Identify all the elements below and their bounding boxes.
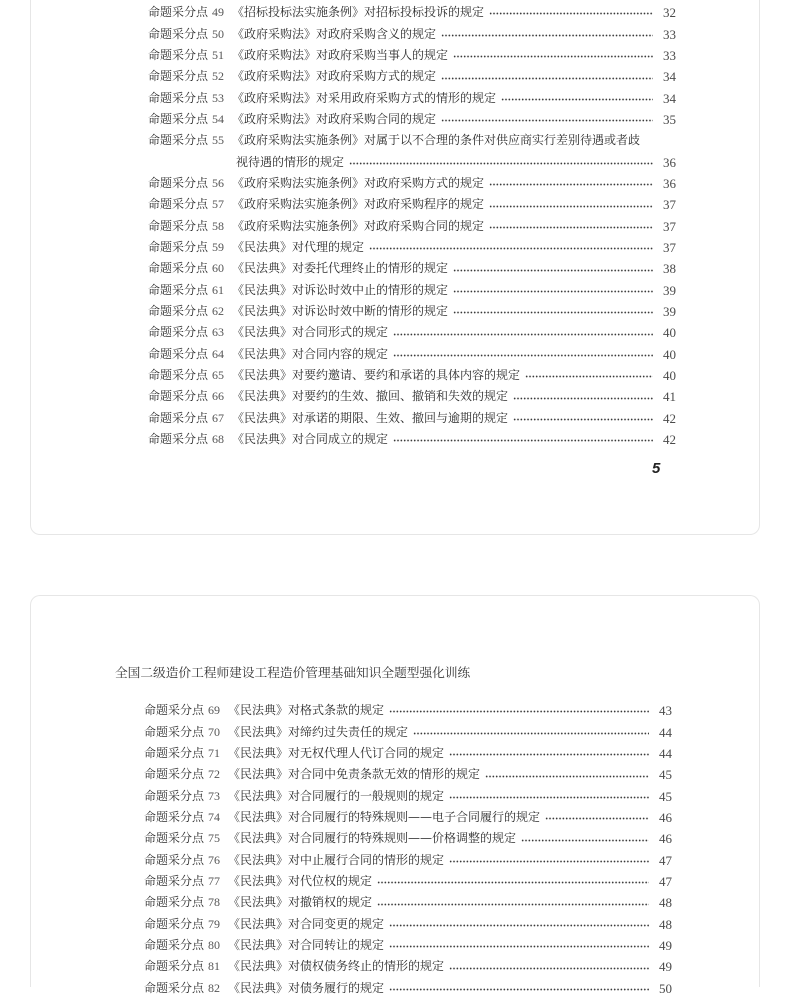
dot-leader (449, 967, 649, 970)
entry-page-number: 34 (663, 69, 676, 85)
entry-number: 69 (208, 703, 220, 718)
dot-leader (389, 924, 649, 927)
entry-page-number: 47 (659, 874, 672, 890)
entry-page-number: 43 (659, 703, 672, 719)
dot-leader (393, 333, 653, 336)
entry-number: 65 (212, 368, 224, 383)
entry-number: 63 (212, 325, 224, 340)
entry-title: 《民法典》对格式条款的规定 (228, 703, 385, 718)
entry-label: 命题采分点 (148, 389, 209, 404)
toc-entry (148, 237, 676, 258)
toc-entry (148, 216, 676, 237)
entry-number: 52 (212, 69, 224, 84)
toc-entry (148, 322, 676, 343)
toc-entry (144, 914, 672, 935)
dot-leader (525, 375, 653, 378)
toc-entry (144, 700, 672, 721)
entry-label: 命题采分点 (148, 218, 209, 233)
entry-label: 命题采分点 (148, 261, 209, 276)
toc-page-bottom (30, 595, 760, 996)
entry-label: 命题采分点 (144, 980, 205, 995)
entry-page-number: 32 (663, 5, 676, 21)
toc-entry (148, 2, 676, 23)
entry-page-number: 50 (659, 980, 672, 996)
entry-title: 《政府采购法实施条例》对属于以不合理的条件对供应商实行差别待遇或者歧 (232, 133, 641, 148)
toc-entry (148, 301, 676, 322)
toc-entry (148, 258, 676, 279)
entry-label: 命题采分点 (148, 197, 209, 212)
entry-title: 《民法典》对无权代理人代订合同的规定 (228, 745, 445, 760)
toc-list (148, 2, 676, 450)
toc-entry (148, 109, 676, 130)
entry-number: 67 (212, 410, 224, 425)
entry-title: 《民法典》对承诺的期限、生效、撤回与逾期的规定 (232, 410, 509, 425)
entry-label: 命题采分点 (144, 852, 205, 867)
toc-entry (148, 173, 676, 194)
entry-label: 命题采分点 (144, 959, 205, 974)
toc-entry (148, 66, 676, 87)
entry-page-number: 35 (663, 112, 676, 128)
entry-label: 命题采分点 (148, 69, 209, 84)
dot-leader (513, 418, 653, 421)
dot-leader (389, 945, 649, 948)
entry-page-number: 40 (663, 325, 676, 341)
dot-leader (449, 796, 649, 799)
dot-leader (513, 397, 653, 400)
dot-leader (349, 162, 653, 165)
entry-label: 命题采分点 (144, 703, 205, 718)
entry-label: 命题采分点 (144, 788, 205, 803)
entry-number: 79 (208, 916, 220, 931)
dot-leader (453, 269, 653, 272)
entry-title: 《民法典》对诉讼时效中止的情形的规定 (232, 282, 449, 297)
entry-title: 《政府采购法》对采用政府采购方式的情形的规定 (232, 90, 497, 105)
toc-entry (144, 786, 672, 807)
entry-label: 命题采分点 (148, 90, 209, 105)
dot-leader (453, 290, 653, 293)
toc-entry (144, 722, 672, 743)
entry-label: 命题采分点 (148, 26, 209, 41)
entry-title: 《政府采购法》对政府采购方式的规定 (232, 69, 437, 84)
entry-title: 《政府采购法实施条例》对政府采购程序的规定 (232, 197, 485, 212)
entry-number: 56 (212, 176, 224, 191)
entry-title: 《民法典》对要约邀请、要约和承诺的具体内容的规定 (232, 368, 521, 383)
toc-entry (144, 956, 672, 977)
entry-number: 68 (212, 432, 224, 447)
entry-title: 《民法典》对委托代理终止的情形的规定 (232, 261, 449, 276)
entry-number: 55 (212, 133, 224, 148)
entry-label: 命题采分点 (144, 831, 205, 846)
entry-page-number: 39 (663, 304, 676, 320)
entry-title: 《民法典》对合同转让的规定 (228, 938, 385, 953)
dot-leader (441, 119, 653, 122)
entry-title: 《民法典》对要约的生效、撤回、撤销和失效的规定 (232, 389, 509, 404)
toc-entry (148, 130, 676, 151)
entry-title: 《民法典》对代理的规定 (232, 240, 365, 255)
entry-label: 命题采分点 (148, 282, 209, 297)
dot-leader (453, 311, 653, 314)
dot-leader (489, 226, 653, 229)
entry-page-number: 37 (663, 197, 676, 213)
entry-page-number: 42 (663, 432, 676, 448)
entry-page-number: 49 (659, 959, 672, 975)
entry-title: 《民法典》对合同履行的特殊规则——电子合同履行的规定 (228, 810, 541, 825)
entry-number: 77 (208, 874, 220, 889)
entry-title: 《政府采购法》对政府采购当事人的规定 (232, 47, 449, 62)
entry-page-number: 49 (659, 938, 672, 954)
entry-page-number: 40 (663, 368, 676, 384)
entry-title: 《政府采购法》对政府采购含义的规定 (232, 26, 437, 41)
dot-leader (413, 732, 649, 735)
dot-leader (449, 753, 649, 756)
entry-number: 57 (212, 197, 224, 212)
entry-page-number: 33 (663, 47, 676, 63)
entry-number: 80 (208, 938, 220, 953)
entry-page-number: 33 (663, 26, 676, 42)
toc-entry (148, 24, 676, 45)
entry-title: 《民法典》对合同中免责条款无效的情形的规定 (228, 767, 481, 782)
entry-number: 70 (208, 724, 220, 739)
entry-page-number: 36 (663, 154, 676, 170)
entry-number: 73 (208, 788, 220, 803)
entry-title: 《民法典》对缔约过失责任的规定 (228, 724, 409, 739)
entry-page-number: 37 (663, 218, 676, 234)
dot-leader (441, 34, 653, 37)
toc-entry (144, 807, 672, 828)
toc-page-top (30, 0, 760, 535)
entry-number: 53 (212, 90, 224, 105)
dot-leader (377, 903, 649, 906)
entry-page-number: 36 (663, 176, 676, 192)
entry-title: 《民法典》对合同内容的规定 (232, 346, 389, 361)
entry-label: 命题采分点 (148, 304, 209, 319)
toc-entry (144, 871, 672, 892)
toc-entry (148, 408, 676, 429)
entry-title: 《民法典》对债权债务终止的情形的规定 (228, 959, 445, 974)
toc-entry (144, 764, 672, 785)
entry-title-continuation: 视待遇的情形的规定 (236, 154, 345, 169)
dot-leader (489, 205, 653, 208)
entry-label: 命题采分点 (148, 133, 209, 148)
toc-entry (148, 429, 676, 450)
toc-entry (144, 978, 672, 999)
toc-entry (144, 743, 672, 764)
entry-label: 命题采分点 (144, 724, 205, 739)
entry-title: 《政府采购法实施条例》对政府采购合同的规定 (232, 218, 485, 233)
entry-title: 《民法典》对合同履行的特殊规则——价格调整的规定 (228, 831, 517, 846)
entry-number: 75 (208, 831, 220, 846)
entry-title: 《民法典》对诉讼时效中断的情形的规定 (232, 304, 449, 319)
entry-number: 51 (212, 47, 224, 62)
dot-leader (521, 839, 649, 842)
dot-leader (489, 183, 653, 186)
entry-number: 72 (208, 767, 220, 782)
entry-page-number: 48 (659, 895, 672, 911)
entry-title: 《民法典》对合同变更的规定 (228, 916, 385, 931)
toc-entry (148, 280, 676, 301)
dot-leader (389, 988, 649, 991)
toc-entry-continuation (148, 152, 676, 173)
entry-page-number: 45 (659, 767, 672, 783)
entry-label: 命题采分点 (144, 767, 205, 782)
entry-number: 60 (212, 261, 224, 276)
entry-label: 命题采分点 (144, 874, 205, 889)
entry-title: 《政府采购法实施条例》对政府采购方式的规定 (232, 176, 485, 191)
dot-leader (449, 860, 649, 863)
entry-page-number: 48 (659, 916, 672, 932)
dot-leader (389, 710, 649, 713)
entry-label: 命题采分点 (148, 432, 209, 447)
entry-number: 71 (208, 745, 220, 760)
entry-number: 64 (212, 346, 224, 361)
entry-number: 82 (208, 980, 220, 995)
entry-label: 命题采分点 (148, 240, 209, 255)
entry-label: 命题采分点 (148, 112, 209, 127)
entry-page-number: 34 (663, 90, 676, 106)
entry-label: 命题采分点 (148, 5, 209, 20)
entry-label: 命题采分点 (148, 47, 209, 62)
entry-page-number: 38 (663, 261, 676, 277)
entry-number: 61 (212, 282, 224, 297)
toc-entry (144, 892, 672, 913)
entry-number: 74 (208, 810, 220, 825)
entry-number: 62 (212, 304, 224, 319)
entry-title: 《民法典》对合同履行的一般规则的规定 (228, 788, 445, 803)
entry-label: 命题采分点 (148, 176, 209, 191)
entry-label: 命题采分点 (148, 325, 209, 340)
dot-leader (441, 77, 653, 80)
toc-entry (148, 194, 676, 215)
dot-leader (369, 247, 653, 250)
dot-leader (393, 354, 653, 357)
entry-label: 命题采分点 (144, 938, 205, 953)
entry-label: 命题采分点 (144, 916, 205, 931)
dot-leader (545, 817, 649, 820)
entry-number: 59 (212, 240, 224, 255)
toc-entry (144, 828, 672, 849)
entry-number: 54 (212, 112, 224, 127)
entry-label: 命题采分点 (144, 895, 205, 910)
entry-number: 50 (212, 26, 224, 41)
toc-entry (148, 45, 676, 66)
dot-leader (485, 775, 649, 778)
dot-leader (393, 439, 653, 442)
dot-leader (377, 881, 649, 884)
toc-entry (148, 365, 676, 386)
running-header: 全国二级造价工程师建设工程造价管理基础知识全题型强化训练 (115, 665, 471, 680)
entry-page-number: 41 (663, 389, 676, 405)
entry-page-number: 46 (659, 831, 672, 847)
entry-label: 命题采分点 (148, 346, 209, 361)
entry-number: 49 (212, 5, 224, 20)
entry-page-number: 44 (659, 724, 672, 740)
toc-entry (144, 935, 672, 956)
entry-page-number: 42 (663, 410, 676, 426)
dot-leader (501, 98, 653, 101)
entry-page-number: 44 (659, 745, 672, 761)
entry-number: 78 (208, 895, 220, 910)
toc-entry (148, 344, 676, 365)
entry-label: 命题采分点 (144, 745, 205, 760)
entry-title: 《民法典》对债务履行的规定 (228, 980, 385, 995)
entry-page-number: 39 (663, 282, 676, 298)
entry-page-number: 45 (659, 788, 672, 804)
dot-leader (453, 55, 653, 58)
toc-list (144, 700, 672, 999)
toc-entry (148, 386, 676, 407)
entry-number: 76 (208, 852, 220, 867)
entry-page-number: 47 (659, 852, 672, 868)
entry-page-number: 40 (663, 346, 676, 362)
entry-label: 命题采分点 (144, 810, 205, 825)
entry-page-number: 37 (663, 240, 676, 256)
dot-leader (489, 12, 653, 15)
entry-number: 58 (212, 218, 224, 233)
entry-title: 《政府采购法》对政府采购合同的规定 (232, 112, 437, 127)
entry-number: 66 (212, 389, 224, 404)
toc-entry (144, 850, 672, 871)
entry-title: 《民法典》对合同形式的规定 (232, 325, 389, 340)
entry-title: 《民法典》对中止履行合同的情形的规定 (228, 852, 445, 867)
toc-entry (148, 88, 676, 109)
entry-title: 《招标投标法实施条例》对招标投标投诉的规定 (232, 5, 485, 20)
entry-label: 命题采分点 (148, 410, 209, 425)
page-number: 5 (652, 460, 661, 477)
entry-number: 81 (208, 959, 220, 974)
entry-title: 《民法典》对合同成立的规定 (232, 432, 389, 447)
entry-label: 命题采分点 (148, 368, 209, 383)
entry-title: 《民法典》对撤销权的规定 (228, 895, 373, 910)
entry-page-number: 46 (659, 810, 672, 826)
entry-title: 《民法典》对代位权的规定 (228, 874, 373, 889)
